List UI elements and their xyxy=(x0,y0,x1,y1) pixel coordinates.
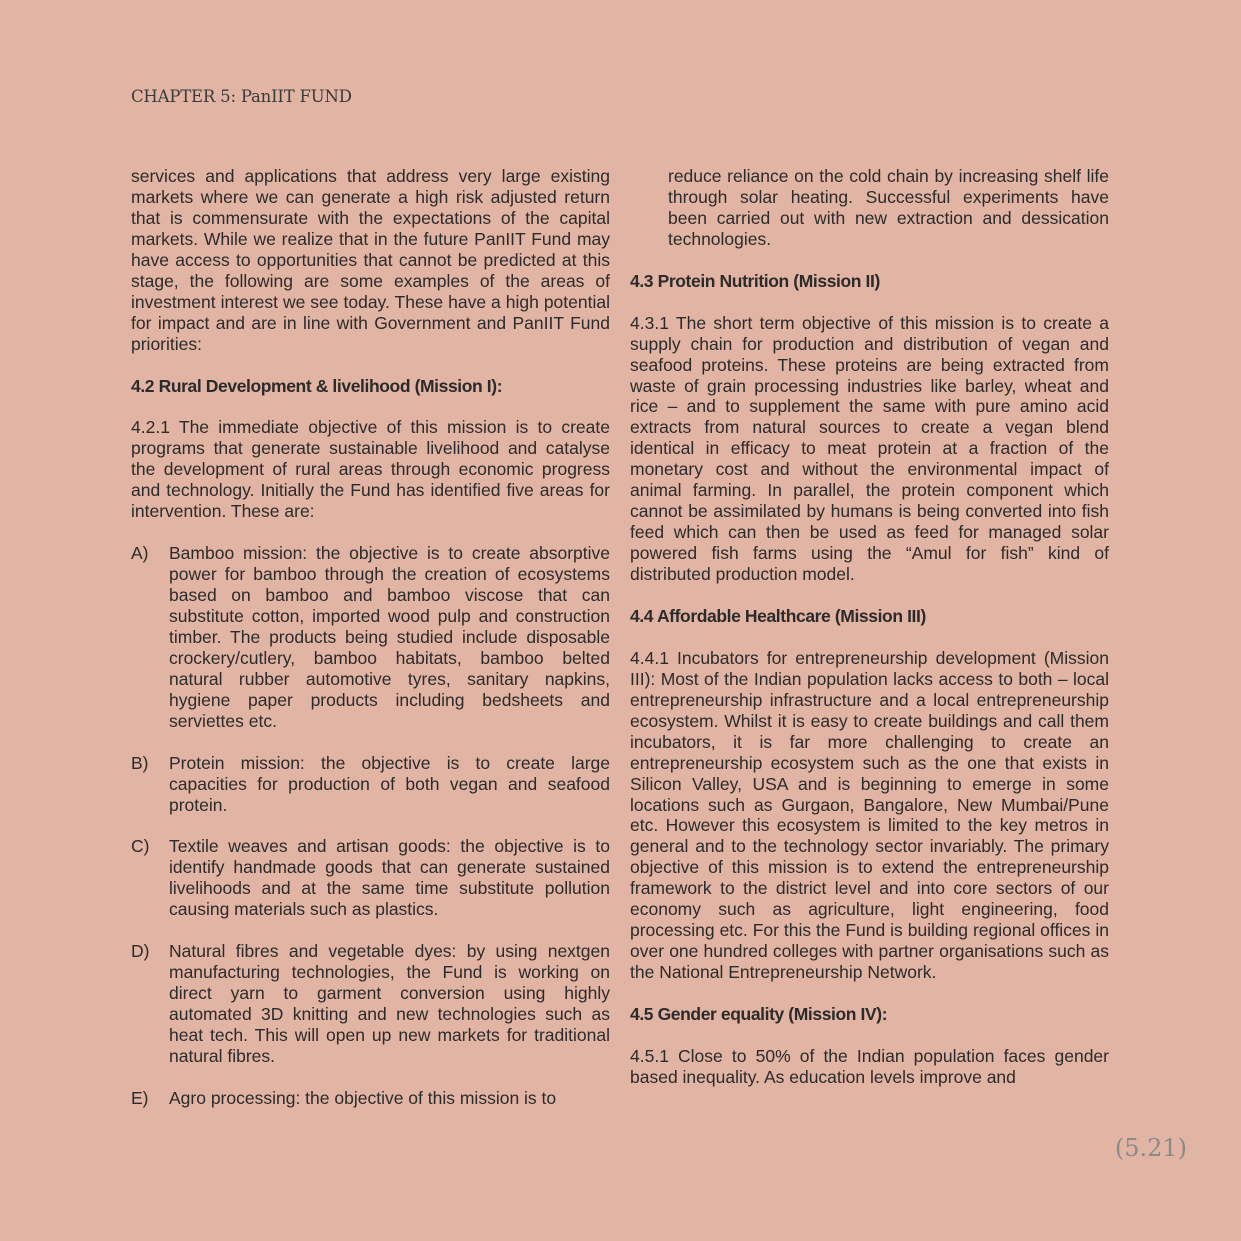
list-item-e-continued: reduce reliance on the cold chain by increasing shelf life through solar heating. Successful experiments have been carried out with new extraction and dessication technologies. xyxy=(668,166,1109,249)
list-item-text: Textile weaves and artisan goods: the objective is to identify handmade goods that can generate sustained livelihoods and at the same time substitute pollution causing materials such as plastics. xyxy=(169,836,610,920)
list-item-b xyxy=(131,753,610,816)
section-4-5-1-paragraph: 4.5.1 Close to 50% of the Indian population faces gender based inequality. As education levels improve and xyxy=(630,1045,1109,1087)
list-item-label: D) xyxy=(131,941,150,962)
section-4-5-heading: 4.5 Gender equality (Mission IV): xyxy=(630,1004,888,1025)
list-item-text: Bamboo mission: the objective is to create absorptive power for bamboo through the creation of ecosystems based on bamboo and bamboo viscose that can substitute cotton, imported wood pulp and construction timber. The products being studied include disposable crockery/cutlery, bamboo habitats, bamboo belted natural rubber automotive tyres, sanitary napkins, hygiene paper products including bedsheets and serviettes etc. xyxy=(169,543,610,731)
list-item-text: Agro processing: the objective of this mission is to xyxy=(169,1087,557,1108)
list-item-text: Protein mission: the objective is to create large capacities for production of both vegan and seafood protein. xyxy=(169,752,610,815)
chapter-header: CHAPTER 5: PanIIT FUND xyxy=(131,87,352,106)
list-item-label: E) xyxy=(131,1087,149,1108)
list-item-c xyxy=(131,836,610,920)
section-4-2-1-paragraph: 4.2.1 The immediate objective of this mission is to create programs that generate sustainable livelihood and catalyse the development of rural areas through economic progress and technology. Initially the Fund has identified five areas for intervention. These are: xyxy=(131,417,610,522)
section-4-2-heading: 4.2 Rural Development & livelihood (Mission I): xyxy=(131,375,503,396)
section-4-3-heading: 4.3 Protein Nutrition (Mission II) xyxy=(630,270,880,291)
section-4-3-1-paragraph: 4.3.1 The short term objective of this mission is to create a supply chain for production and distribution of vegan and seafood proteins. These proteins are being extracted from waste of grain processing industries like barley, wheat and rice – and to supplement the same with pure amino acid extracts from natural sources to create a vegan blend identical in efficacy to meat protein at a fraction of the monetary cost and without the environmental impact of animal farming. In parallel, the protein component which cannot be assimilated by humans is being converted into fish feed which can then be used as feed for managed solar powered fish farms using the “Amul for fish” kind of distributed production model. xyxy=(630,312,1109,585)
list-item-d xyxy=(131,941,610,1067)
list-item-a xyxy=(131,543,610,732)
section-4-4-heading: 4.4 Affordable Healthcare (Mission III) xyxy=(630,605,926,626)
intro-paragraph: services and applications that address very large existing markets where we can generate a high risk adjusted return that is commensurate with the expectations of the capital markets. While we realize that in the future PanIIT Fund may have access to opportunities that cannot be predicted at this stage, the following are some examples of the areas of investment interest we see today. These have a high potential for impact and are in line with Government and PanIIT Fund priorities: xyxy=(131,166,610,354)
list-item-label: C) xyxy=(131,836,150,857)
left-column xyxy=(131,166,610,1109)
list-item-e xyxy=(131,1088,610,1109)
section-4-4-1-paragraph: 4.4.1 Incubators for entrepreneurship development (Mission III): Most of the Indian population lacks access to both – local entrepreneurship infrastructure and a local entrepreneurship ecosystem. Whilst it is easy to create buildings and call them incubators, it is far more challenging to create an entrepreneurship ecosystem such as the one that exists in Silicon Valley, USA and is beginning to emerge in some locations such as Gurgaon, Bangalore, New Mumbai/Pune etc. However this ecosystem is limited to the key metros in general and to the technology sector invariably. The primary objective of this mission is to extend the entrepreneurship framework to the district level and into core sectors of our economy such as agriculture, light engineering, food processing etc. For this the Fund is building regional offices in over one hundred colleges with partner organisations such as the National Entrepreneurship Network. xyxy=(630,647,1109,983)
list-item-label: B) xyxy=(131,752,149,773)
page-number: (5.21) xyxy=(1114,1134,1187,1162)
list-item-label: A) xyxy=(131,543,149,564)
right-column xyxy=(630,166,1109,1088)
list-item-text: Natural fibres and vegetable dyes: by using nextgen manufacturing technologies, the Fund is working on direct yarn to garment conversion using highly automated 3D knitting and new technologies such as heat tech. This will open up new markets for traditional natural fibres. xyxy=(169,941,610,1066)
